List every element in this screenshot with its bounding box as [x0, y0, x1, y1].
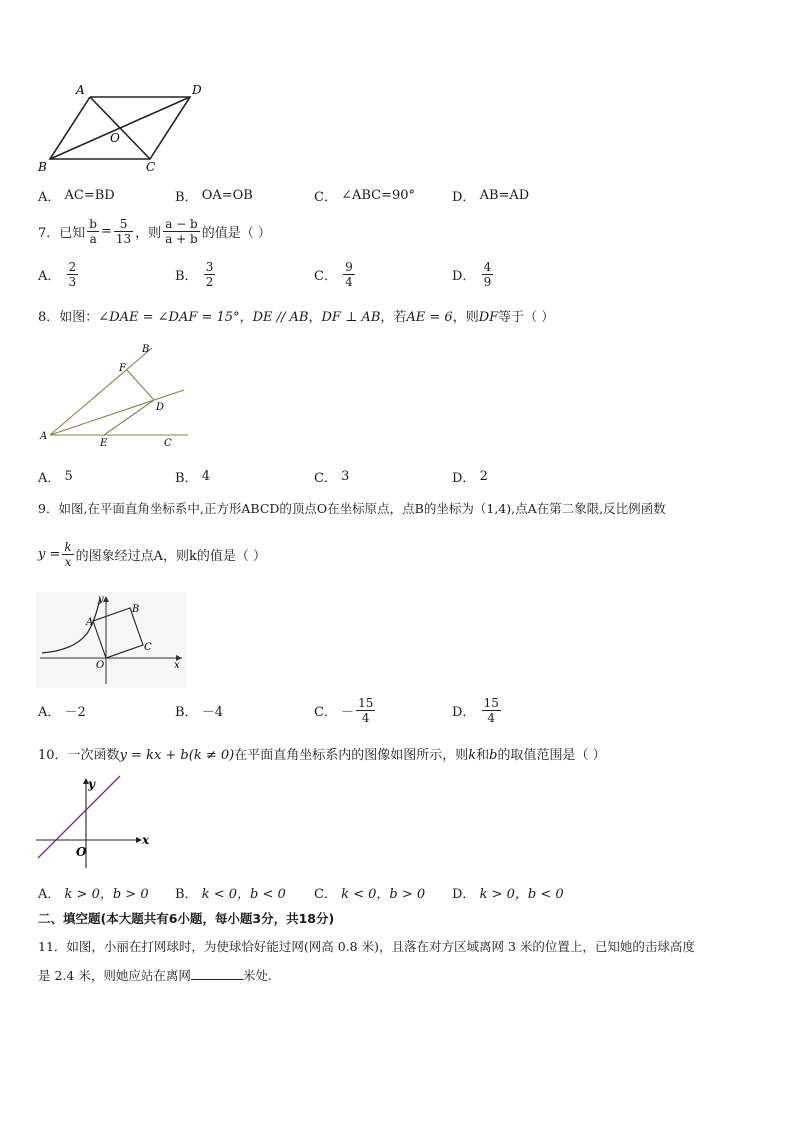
label-C: C — [164, 438, 172, 449]
q11-line2: 是 2.4 米，则她应站在离网 米处. — [38, 968, 272, 983]
q6-option-d[interactable]: D． AB=AD — [452, 187, 530, 205]
q7-option-b[interactable]: B． $\frac{3}{2}$ — [175, 259, 214, 289]
label-O: O — [110, 131, 120, 145]
label-D: D — [156, 402, 165, 413]
linear-function-figure — [34, 772, 154, 872]
answer-blank[interactable] — [191, 967, 243, 980]
label-B: B — [132, 604, 140, 615]
section-heading: 二、填空题(本大题共有6小题，每小题3分，共18分) — [38, 911, 335, 926]
q9-option-d[interactable]: D． $\frac{15}{4}$ — [452, 695, 499, 725]
label-B: B — [38, 160, 47, 174]
q8-option-d[interactable]: D． 2 — [452, 468, 488, 486]
q9-option-a[interactable]: A． －2 — [38, 704, 86, 720]
q7-frac-expr: $\frac{a - b}{a + b}$ — [165, 216, 198, 246]
angle-figure — [36, 340, 196, 450]
q9-line1: 9．如图,在平面直角坐标系中,正方形ABCD的顶点O在坐标原点，点B的坐标为（1,4),点A在第二象限,反比例函数 — [38, 501, 666, 516]
q10-option-a[interactable]: A． k > 0，b > 0 — [38, 886, 149, 902]
q7-frac-b-over-a: $\frac{b}{a}$ — [89, 216, 97, 246]
label-A: A — [86, 617, 94, 628]
q7-frac-5-over-13: $\frac{5}{13}$ — [115, 216, 132, 246]
q10-option-c[interactable]: C． k < 0，b > 0 — [314, 886, 426, 902]
label-C: C — [146, 160, 156, 174]
q8-stem: 8．如图：∠DAE = ∠DAF = 15°，DE // AB，DF ⊥ AB，若AE = 6，则DF等于（ ） — [38, 310, 555, 325]
q9-frac-k-over-x: $\frac{k}{x}$ — [64, 539, 72, 569]
label-x: x — [174, 660, 180, 671]
q8-option-b[interactable]: B． 4 — [175, 468, 210, 486]
q9-option-b[interactable]: B． －4 — [175, 704, 223, 720]
label-E: E — [100, 438, 108, 449]
q7-option-c[interactable]: C． $\frac{9}{4}$ — [314, 259, 353, 289]
q7-stem: 7． 已知 $\frac{b}{a}$ = $\frac{5}{13}$ ，则 $\frac{a - b}{a + b}$ 的值是（ ） — [38, 216, 271, 246]
label-y: y — [88, 777, 95, 791]
label-F: F — [119, 363, 126, 374]
q6-option-c[interactable]: C． ∠ABC=90° — [314, 187, 416, 205]
q6-option-b[interactable]: B． OA=OB — [175, 187, 253, 205]
label-C: C — [144, 642, 152, 653]
q9-line2: y = $\frac{k}{x}$ 的图象经过点A，则k的值是（ ） — [38, 539, 267, 569]
label-A: A — [40, 431, 48, 442]
q9-option-c[interactable]: C． － $\frac{15}{4}$ — [314, 695, 374, 725]
coordinate-square-figure — [36, 592, 186, 688]
label-x: x — [142, 833, 150, 847]
q7-option-a[interactable]: A． $\frac{2}{3}$ — [38, 259, 77, 289]
q11-line1: 11．如图，小丽在打网球时，为使球恰好能过网(网高 0.8 米)，且落在对方区域离网 3 米的位置上，已知她的击球高度 — [38, 939, 695, 954]
parallelogram-figure — [34, 80, 214, 175]
q8-option-a[interactable]: A． 5 — [38, 468, 73, 486]
label-O: O — [76, 845, 87, 859]
label-O: O — [96, 660, 105, 671]
q7-option-d[interactable]: D． $\frac{4}{9}$ — [452, 259, 492, 289]
q8-option-c[interactable]: C． 3 — [314, 468, 350, 486]
q10-option-b[interactable]: B． k < 0，b < 0 — [175, 886, 286, 902]
label-y: y — [98, 594, 104, 605]
q6-option-a[interactable]: A． AC=BD — [38, 187, 115, 205]
q10-option-d[interactable]: D． k > 0，b < 0 — [452, 886, 564, 902]
label-B: B — [142, 344, 150, 355]
q10-stem: 10．一次函数y = kx + b(k ≠ 0)在平面直角坐标系内的图像如图所示，则k和b的取值范围是（ ） — [38, 748, 606, 763]
label-D: D — [192, 83, 202, 97]
label-A: A — [76, 83, 85, 97]
